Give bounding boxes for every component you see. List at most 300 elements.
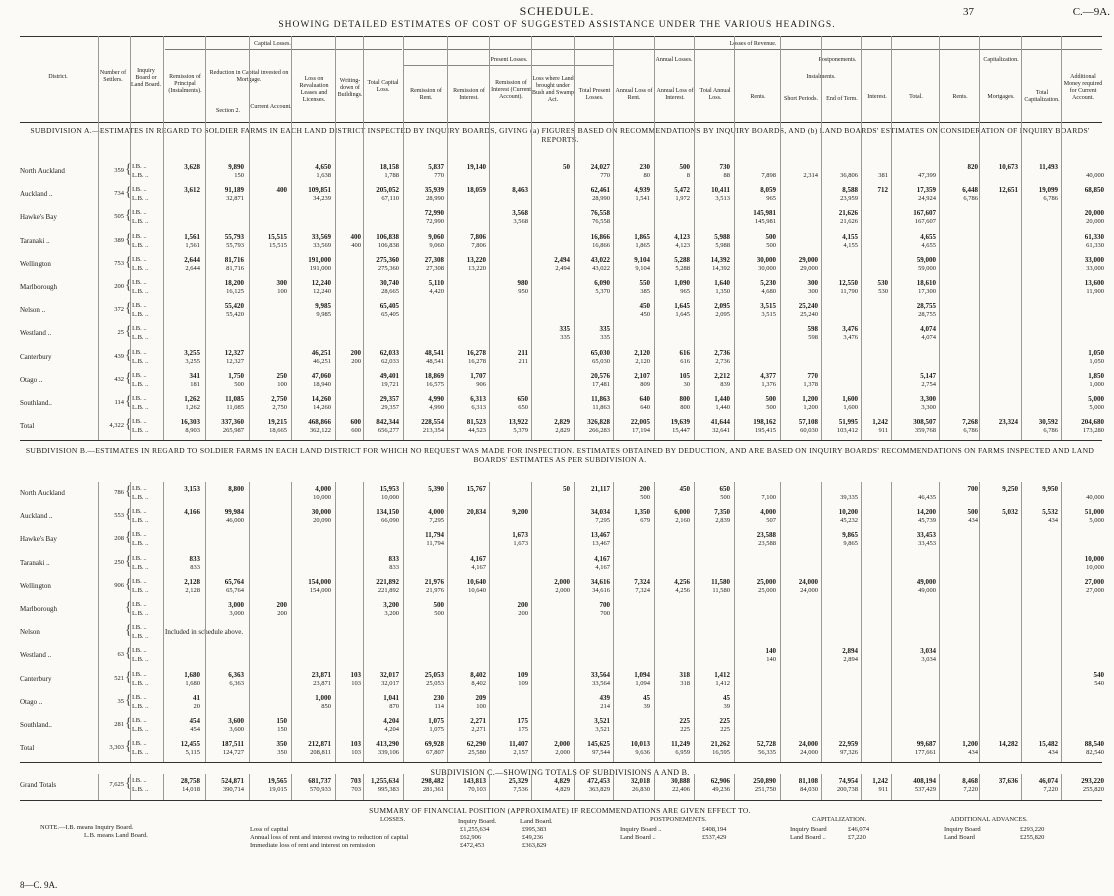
column-rule	[335, 482, 336, 762]
ib-value: 1,600	[842, 395, 858, 403]
ib-value: 230	[639, 163, 650, 171]
column-rule	[780, 36, 781, 440]
land-board-label: L.B. ..	[132, 702, 149, 710]
ib-value: 980	[517, 279, 528, 287]
ib-value: 439	[599, 693, 610, 702]
lb-value: 703	[351, 786, 361, 793]
ib-value: 1,200	[962, 740, 978, 749]
lb-value: 650	[518, 404, 528, 411]
loss-capital-label: Loss of capital	[250, 826, 289, 833]
ib-value: 25,329	[508, 777, 528, 785]
land-board-label: L.B. ..	[132, 610, 149, 617]
header-additional-money: Additional Money required for Current Account.	[1063, 74, 1103, 101]
ib-value: 51,000	[1084, 508, 1104, 517]
lb-value: 15,447	[672, 427, 690, 435]
header-remission-principal: Remission of Principal (Instalments).	[168, 74, 202, 94]
column-rule	[1061, 774, 1062, 800]
lb-value: 22,406	[672, 786, 690, 793]
lb-value: 2,644	[185, 264, 200, 272]
lb-value: 195,415	[754, 427, 776, 435]
lb-value: 255,820	[1082, 786, 1104, 793]
lb-value: 540	[1094, 679, 1104, 687]
ib-value: 14,200	[916, 508, 936, 517]
ib-value: 18,869	[424, 371, 444, 380]
district-name: Hawke's Bay	[20, 535, 57, 544]
settlers-count: 25	[117, 329, 124, 337]
ib-value: 8,463	[512, 186, 528, 195]
ib-value: 21,976	[424, 577, 444, 586]
ib-value: 46,251	[311, 348, 331, 357]
header-reduction-capital: Reduction in Capital invested on Mortgage.	[209, 70, 289, 83]
lb-value: 181	[190, 380, 200, 388]
ib-value: 820	[967, 163, 978, 171]
brace-glyph: {	[125, 370, 132, 386]
ib-value: 700	[967, 485, 978, 493]
ib-value: 27,000	[1084, 577, 1104, 586]
brace-glyph: {	[125, 692, 132, 708]
ib-value: 15,515	[267, 232, 287, 241]
table-row	[0, 644, 1114, 668]
lb-value: 381	[878, 172, 888, 179]
lb-value: 2,750	[272, 404, 287, 411]
lb-value: 4,123	[675, 241, 690, 249]
ib-value: 88,540	[1084, 740, 1104, 749]
lb-value: 2,494	[555, 264, 570, 272]
column-rule	[861, 482, 862, 762]
lb-value: 1,200	[803, 404, 818, 411]
lb-value: 7,898	[761, 172, 776, 179]
header-total-capital: Total Capital Loss.	[367, 80, 399, 93]
column-rule	[821, 774, 822, 800]
ib-value: 1,090	[674, 279, 690, 287]
lb-value: 81,716	[226, 264, 244, 272]
lb-value: 9,865	[843, 540, 858, 548]
ib-value: 308,507	[913, 418, 936, 427]
inquiry-board-label: I.B. ..	[132, 777, 147, 784]
ib-value: 2,894	[842, 647, 858, 656]
lb-value: 82,540	[1086, 749, 1104, 757]
ib-value: 9,865	[842, 531, 858, 540]
ib-value: 65,405	[379, 302, 399, 311]
ib-value: 4,123	[674, 232, 690, 241]
lb-value: 100	[277, 380, 287, 388]
additional-heading: ADDITIONAL ADVANCES.	[950, 816, 1028, 823]
header-instalments: Instalments.	[806, 74, 836, 80]
ib-value: 598	[807, 325, 818, 334]
ib-value: 19,140	[466, 163, 486, 171]
ib-value: 1,094	[634, 670, 650, 679]
lb-value: 251,750	[754, 786, 776, 793]
header-rents: Rents.	[750, 94, 766, 100]
lb-value: 2,271	[471, 726, 486, 733]
ib-value: 12,550	[838, 279, 858, 287]
column-rule	[335, 36, 336, 440]
lb-value: 500	[766, 404, 776, 411]
column-rule	[205, 774, 206, 800]
inquiry-board-label: I.B. ..	[132, 601, 147, 608]
ib-value: 225	[719, 717, 730, 725]
lb-value: 200,738	[836, 786, 858, 793]
lb-value: 1,350	[715, 288, 730, 295]
ib-value: 4,655	[920, 232, 936, 241]
lb-value: 11,900	[1086, 288, 1104, 295]
lb-value: 103	[351, 679, 361, 687]
lb-value: 679	[640, 517, 650, 525]
ib-value: 48,541	[424, 348, 444, 357]
column-rule	[979, 36, 980, 440]
lb-value: 173,280	[1082, 427, 1104, 435]
ib-value: 10,200	[838, 508, 858, 517]
ib-value: 106,838	[376, 232, 399, 241]
ib-value: 15,482	[1038, 740, 1058, 749]
ib-value: 7,350	[714, 508, 730, 517]
ib-value: 5,000	[1088, 395, 1104, 403]
lb-value: 2,095	[715, 311, 730, 319]
lb-value: 2,120	[635, 357, 650, 365]
inquiry-board-label: I.B. ..	[132, 554, 147, 562]
ib-value: 65,764	[224, 577, 244, 586]
ib-value: 11,863	[591, 395, 610, 403]
ib-value: 350	[276, 740, 287, 749]
header-capital-losses: Capital Losses.	[254, 41, 291, 47]
lb-value: 145,981	[754, 218, 776, 226]
column-rule	[734, 774, 735, 800]
district-name: Otago ..	[20, 697, 43, 706]
lb-value: 46,435	[918, 494, 936, 501]
column-rule	[574, 36, 575, 440]
lb-value: 2,000	[555, 749, 570, 757]
ib-value: 18,200	[224, 279, 244, 287]
lb-value: 56,335	[758, 749, 776, 757]
land-board-label: L.B. ..	[132, 380, 149, 388]
settlers-count: 432	[114, 375, 124, 383]
lb-value: 200	[518, 610, 528, 617]
ib-value: 200	[639, 485, 650, 493]
ib-value: 293,220	[1081, 777, 1104, 785]
district-name: North Auckland	[20, 167, 65, 175]
ib-value: 109,851	[308, 186, 331, 195]
lb-value: 43,022	[592, 264, 610, 272]
table-row	[0, 369, 1114, 393]
column-rule	[654, 482, 655, 762]
lb-value: 27,308	[426, 264, 444, 272]
ib-value: 20,576	[590, 371, 610, 380]
lb-value: 23,959	[840, 195, 858, 203]
settlers-count: 114	[114, 399, 124, 406]
ib-value: 191,000	[308, 255, 331, 264]
column-rule	[249, 36, 250, 440]
lb-value: 3,034	[921, 656, 936, 664]
ib-value: 11,580	[711, 577, 730, 586]
brace-glyph: {	[125, 739, 132, 755]
lb-value: 32,641	[712, 427, 730, 435]
ib-value: 21,117	[591, 485, 610, 493]
ib-value: 62,906	[710, 777, 730, 785]
ib-value: 23,871	[311, 670, 331, 679]
ib-value: 9,250	[1002, 485, 1018, 493]
lb-value: 10,000	[381, 494, 399, 501]
ib-value: 11,493	[1039, 163, 1058, 171]
ib-value: 8,800	[228, 485, 244, 493]
lb-value: 390,714	[222, 786, 244, 793]
ib-value: 103	[350, 740, 361, 749]
ib-value: 200	[517, 601, 528, 609]
lb-value: 5,000	[1089, 517, 1104, 525]
ib-value: 1,075	[428, 717, 444, 725]
land-board-label: L.B. ..	[132, 494, 149, 501]
lb-value: 24,924	[918, 195, 936, 203]
ib-value: 1,000	[315, 693, 331, 702]
ib-value: 91,189	[224, 186, 244, 195]
column-rule	[1021, 482, 1022, 762]
ib-value: 4,256	[674, 577, 690, 586]
settlers-count: 35	[117, 697, 124, 705]
lb-value: 7,324	[635, 586, 650, 594]
lb-value: 1,541	[635, 195, 650, 203]
lb-value: 28,755	[918, 311, 936, 319]
ib-value: 472,453	[587, 777, 610, 785]
ib-value: 2,107	[634, 371, 650, 380]
ib-value: 6,000	[674, 508, 690, 517]
ib-value: 12,455	[180, 740, 200, 749]
lb-value: 11,790	[840, 288, 858, 295]
ib-value: 11,407	[509, 740, 528, 749]
lb-value: 103	[351, 749, 361, 757]
ib-value: 17,359	[916, 186, 936, 195]
column-rule	[163, 36, 164, 440]
ib-value: 4,204	[383, 717, 399, 725]
land-board-label: L.B. ..	[132, 563, 149, 571]
lb-value: 7,220	[963, 786, 978, 793]
lb-value: 4,204	[384, 726, 399, 733]
ib-value: 250,890	[753, 777, 776, 785]
ib-value: 45	[723, 693, 730, 702]
brace-glyph: {	[125, 623, 132, 639]
lb-value: 114	[434, 702, 444, 710]
inquiry-board-label: I.B. ..	[132, 255, 147, 263]
ib-value: 524,871	[221, 777, 244, 785]
header-interest: Interest.	[867, 94, 887, 100]
lb-value: 434	[968, 749, 978, 757]
land-board-label: L.B. ..	[132, 288, 149, 295]
ib-value: 11,794	[425, 531, 444, 540]
lb-value: 906	[476, 380, 486, 388]
inquiry-board-label: I.B. ..	[132, 624, 147, 632]
column-rule	[363, 774, 364, 800]
ib-value: 730	[719, 163, 730, 171]
lb-value: 14,018	[182, 786, 200, 793]
brace-glyph: {	[125, 507, 132, 523]
ib-value: 25,240	[798, 302, 818, 311]
ib-value: 19,215	[267, 418, 287, 427]
district-name: Canterbury	[20, 674, 52, 683]
loss-capital-ib: £1,255,634	[460, 826, 490, 833]
lb-value: 33,569	[313, 241, 331, 249]
ib-value: 842,344	[376, 418, 399, 427]
ib-value: 6,363	[228, 670, 244, 679]
lb-value: 4,990	[429, 404, 444, 411]
district-name: Auckland ..	[20, 512, 53, 521]
lb-value: 1,865	[635, 241, 650, 249]
lb-value: 26,830	[632, 786, 650, 793]
ib-value: 50	[563, 163, 570, 171]
column-rule	[130, 774, 131, 800]
ib-value: 41,644	[710, 418, 730, 427]
column-rule	[489, 36, 490, 440]
ib-value: 4,650	[315, 163, 331, 171]
lb-value: 1,050	[1089, 357, 1104, 365]
settlers-count: 786	[114, 489, 124, 496]
ib-value: 3,200	[383, 601, 399, 609]
ib-value: 167,607	[913, 209, 936, 218]
ib-value: 32,017	[379, 670, 399, 679]
inquiry-board-label: I.B. ..	[132, 670, 147, 678]
column-rule	[861, 36, 862, 440]
ib-value: 19,565	[267, 777, 287, 785]
ib-value: 74,954	[838, 777, 858, 785]
district-name: Total	[20, 422, 35, 431]
land-board-label: L.B. ..	[132, 786, 149, 793]
ib-value: 5,147	[920, 371, 936, 380]
column-rule	[780, 482, 781, 762]
settlers-count: 439	[114, 352, 124, 360]
lb-value: 28,990	[426, 195, 444, 203]
lb-value: 4,420	[429, 288, 444, 295]
lb-value: 6,959	[675, 749, 690, 757]
ib-value: 18,610	[916, 279, 936, 287]
lb-value: 2,829	[555, 427, 570, 435]
ib-value: 52,728	[756, 740, 776, 749]
lb-value: 12,327	[226, 357, 244, 365]
lb-value: 17,194	[632, 427, 650, 435]
ib-value: 1,350	[634, 508, 650, 517]
ib-value: 408,194	[913, 777, 936, 785]
ib-value: 540	[1093, 670, 1104, 679]
lb-value: 6,786	[1043, 195, 1058, 203]
lb-value: 400	[351, 241, 361, 249]
lb-value: 10,000	[313, 494, 331, 501]
lb-value: 1,378	[803, 380, 818, 388]
ib-value: 187,511	[221, 740, 244, 749]
ib-value: 413,290	[376, 740, 399, 749]
inquiry-board-label: I.B. ..	[132, 508, 147, 516]
lb-value: 3,513	[715, 195, 730, 203]
lb-value: 150	[234, 172, 244, 179]
lb-value: 29,357	[381, 404, 399, 411]
brace-glyph: {	[125, 278, 132, 293]
lb-value: 65,030	[592, 357, 610, 365]
immediate-loss-label: Immediate loss of rent and interest on remission	[250, 842, 376, 849]
land-board-label: L.B. ..	[132, 311, 149, 319]
land-board-label: L.B. ..	[132, 195, 149, 203]
ib-value: 68,850	[1084, 186, 1104, 195]
column-rule	[891, 482, 892, 762]
lb-value: 21,626	[840, 218, 858, 226]
annual-loss-ib: £62,906	[460, 834, 482, 841]
settlers-count: 906	[114, 581, 124, 589]
lb-value: 385	[640, 288, 650, 295]
ib-value: 1,645	[674, 302, 690, 311]
lb-value: 640	[640, 404, 650, 411]
lb-value: 833	[389, 563, 399, 571]
ib-value: 11,085	[225, 395, 244, 403]
land-board-label: L.B. ..	[132, 679, 149, 687]
post-lb-value: £537,429	[702, 834, 727, 841]
inquiry-board-label: I.B. ..	[132, 302, 147, 310]
lb-value: 200	[351, 357, 361, 365]
settlers-count: 7,625	[109, 781, 124, 788]
ib-value: 4,074	[920, 325, 936, 334]
district-name: Southland..	[20, 721, 52, 729]
brace-glyph: {	[125, 324, 132, 340]
table-row	[0, 230, 1114, 254]
lb-value: 570,933	[309, 786, 331, 793]
lb-value: 32,017	[381, 679, 399, 687]
lb-value: 65,764	[226, 586, 244, 594]
lb-value: 275,360	[377, 264, 399, 272]
inquiry-board-label: I.B. ..	[132, 209, 147, 217]
post-lb-label: Land Board ..	[620, 834, 656, 841]
inquiry-board-label: I.B. ..	[132, 717, 147, 724]
header-annual-losses: Annual Losses.	[655, 57, 693, 63]
column-rule	[979, 774, 980, 800]
lb-value: 9,985	[316, 311, 331, 319]
lb-value: 44,523	[468, 427, 486, 435]
district-name: Otago ..	[20, 375, 43, 384]
lb-value: 11,794	[426, 540, 444, 548]
brace-glyph: {	[125, 776, 132, 791]
ib-value: 12,240	[311, 279, 331, 287]
land-board-label: L.B. ..	[132, 404, 149, 411]
lb-value: 1,561	[185, 241, 200, 249]
ib-value: 30,592	[1038, 418, 1058, 427]
ib-value: 3,628	[184, 163, 200, 171]
land-board-label: L.B. ..	[132, 241, 149, 249]
lb-value: 1,262	[185, 404, 200, 411]
column-rule	[694, 36, 695, 440]
lb-value: 6,786	[1043, 427, 1058, 435]
lb-value: 34,239	[313, 195, 331, 203]
lb-value: 2,157	[513, 749, 528, 757]
lb-value: 2,160	[675, 517, 690, 525]
lb-value: 700	[600, 610, 610, 617]
ib-value: 81,523	[466, 418, 486, 427]
ib-value: 770	[807, 371, 818, 380]
ib-value: 200	[350, 348, 361, 357]
ib-value: 3,568	[512, 209, 528, 218]
column-rule	[205, 36, 206, 440]
ib-value: 335	[559, 325, 570, 334]
ib-value: 228,554	[421, 418, 444, 427]
table-row	[0, 552, 1114, 576]
lb-value: 109	[518, 679, 528, 687]
ib-value: 833	[189, 554, 200, 563]
lb-value: 70,103	[468, 786, 486, 793]
lb-value: 965	[680, 288, 690, 295]
ib-value: 5,230	[760, 279, 776, 287]
district-name: Southland..	[20, 399, 52, 407]
header-losses-revenue: Losses of Revenue.	[729, 41, 777, 47]
brace-glyph: {	[125, 162, 132, 177]
land-board-label: L.B. ..	[132, 264, 149, 272]
lb-value: 3,255	[185, 357, 200, 365]
settlers-count: 208	[114, 535, 124, 543]
brace-glyph: {	[125, 394, 132, 409]
settlers-count: 753	[114, 259, 124, 267]
ib-value: 400	[350, 232, 361, 241]
column-rule	[694, 482, 695, 762]
ib-value: 69,928	[424, 740, 444, 749]
